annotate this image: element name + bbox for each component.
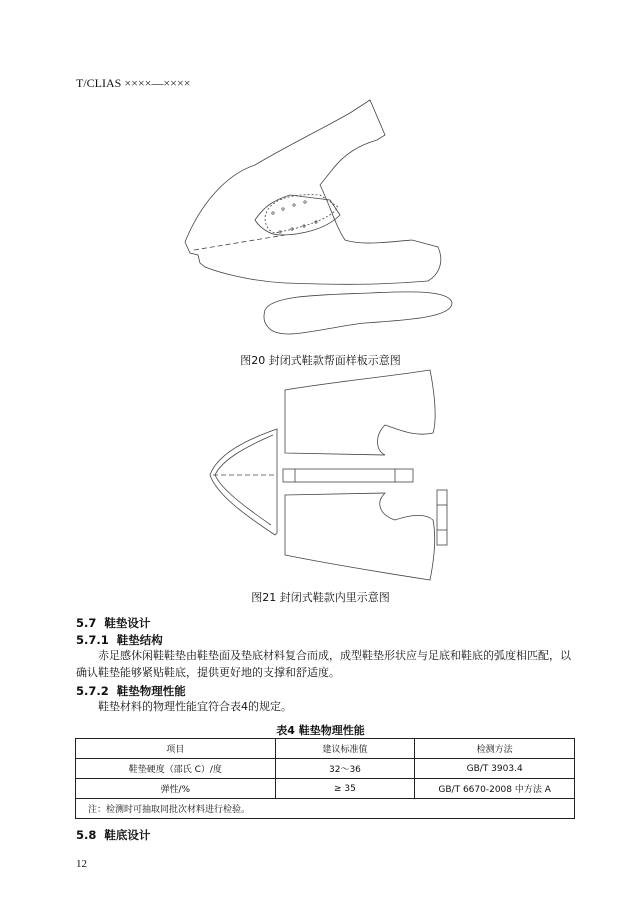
section-5-7-2-heading bbox=[76, 683, 186, 699]
table-row bbox=[76, 779, 575, 799]
table-header-cell: 检测方法 bbox=[415, 739, 575, 759]
section-title: 鞋垫结构 bbox=[116, 633, 163, 647]
table-cell: ≥ 35 bbox=[275, 779, 415, 799]
section-5-7-1-heading bbox=[76, 632, 163, 648]
figure-20-caption: 图20 封闭式鞋款帮面样板示意图 bbox=[240, 354, 401, 367]
table-cell: GB/T 3903.4 bbox=[415, 759, 575, 779]
upper-lining-top-outline bbox=[285, 370, 435, 455]
table-header-cell: 建议标准值 bbox=[275, 739, 415, 759]
section-5-7-heading bbox=[76, 615, 150, 631]
section-5-7-1-paragraph-line-1: 赤足感休闲鞋鞋垫由鞋垫面及垫底材料复合而成，成型鞋垫形状应与足底和鞋底的弧度相匹配，以 bbox=[98, 649, 571, 662]
section-title: 鞋垫物理性能 bbox=[116, 684, 186, 698]
center-strip-outline bbox=[283, 469, 413, 482]
section-5-8-heading bbox=[76, 827, 150, 843]
table-cell: 鞋垫硬度（邵氏 C）/度 bbox=[76, 759, 276, 779]
eyelet-holes bbox=[272, 201, 317, 233]
table-row bbox=[76, 759, 575, 779]
figure-21-lining-drawing bbox=[205, 365, 465, 585]
section-number: 5.7.2 bbox=[76, 684, 109, 698]
section-title: 鞋底设计 bbox=[104, 828, 151, 842]
toe-lining-outline bbox=[210, 429, 277, 535]
table-header-row bbox=[76, 739, 575, 759]
table-4-caption: 表4 鞋垫物理性能 bbox=[276, 724, 365, 737]
insole-pattern-outline bbox=[264, 292, 452, 334]
upper-lining-bottom-outline bbox=[285, 493, 435, 580]
document-code-header: T/CLIAS ××××—×××× bbox=[76, 76, 191, 90]
figure-21-caption: 图21 封闭式鞋款内里示意图 bbox=[251, 591, 390, 604]
section-number: 5.7.1 bbox=[76, 633, 109, 647]
figure-20-upper-pattern-drawing bbox=[180, 95, 470, 345]
table-4 bbox=[75, 738, 575, 819]
section-number: 5.8 bbox=[76, 828, 97, 842]
table-note: 注：检测时可抽取同批次材料进行检验。 bbox=[76, 799, 575, 819]
table-cell: 32～36 bbox=[275, 759, 415, 779]
table-header-cell: 项目 bbox=[76, 739, 276, 759]
table-note-row bbox=[76, 799, 575, 819]
center-dashed-line bbox=[194, 235, 285, 250]
section-number: 5.7 bbox=[76, 616, 97, 630]
section-5-7-1-paragraph-line-2: 确认鞋垫能够紧贴鞋底，提供更好地的支撑和舒适度。 bbox=[76, 666, 340, 679]
table-cell: GB/T 6670-2008 中方法 A bbox=[415, 779, 575, 799]
table-cell: 弹性/% bbox=[76, 779, 276, 799]
section-5-7-2-paragraph: 鞋垫材料的物理性能宜符合表4的规定。 bbox=[98, 700, 292, 713]
heel-strip-outline bbox=[437, 490, 447, 545]
section-title: 鞋垫设计 bbox=[104, 616, 151, 630]
upper-pattern-outline bbox=[185, 100, 441, 284]
page-number: 12 bbox=[76, 858, 87, 870]
